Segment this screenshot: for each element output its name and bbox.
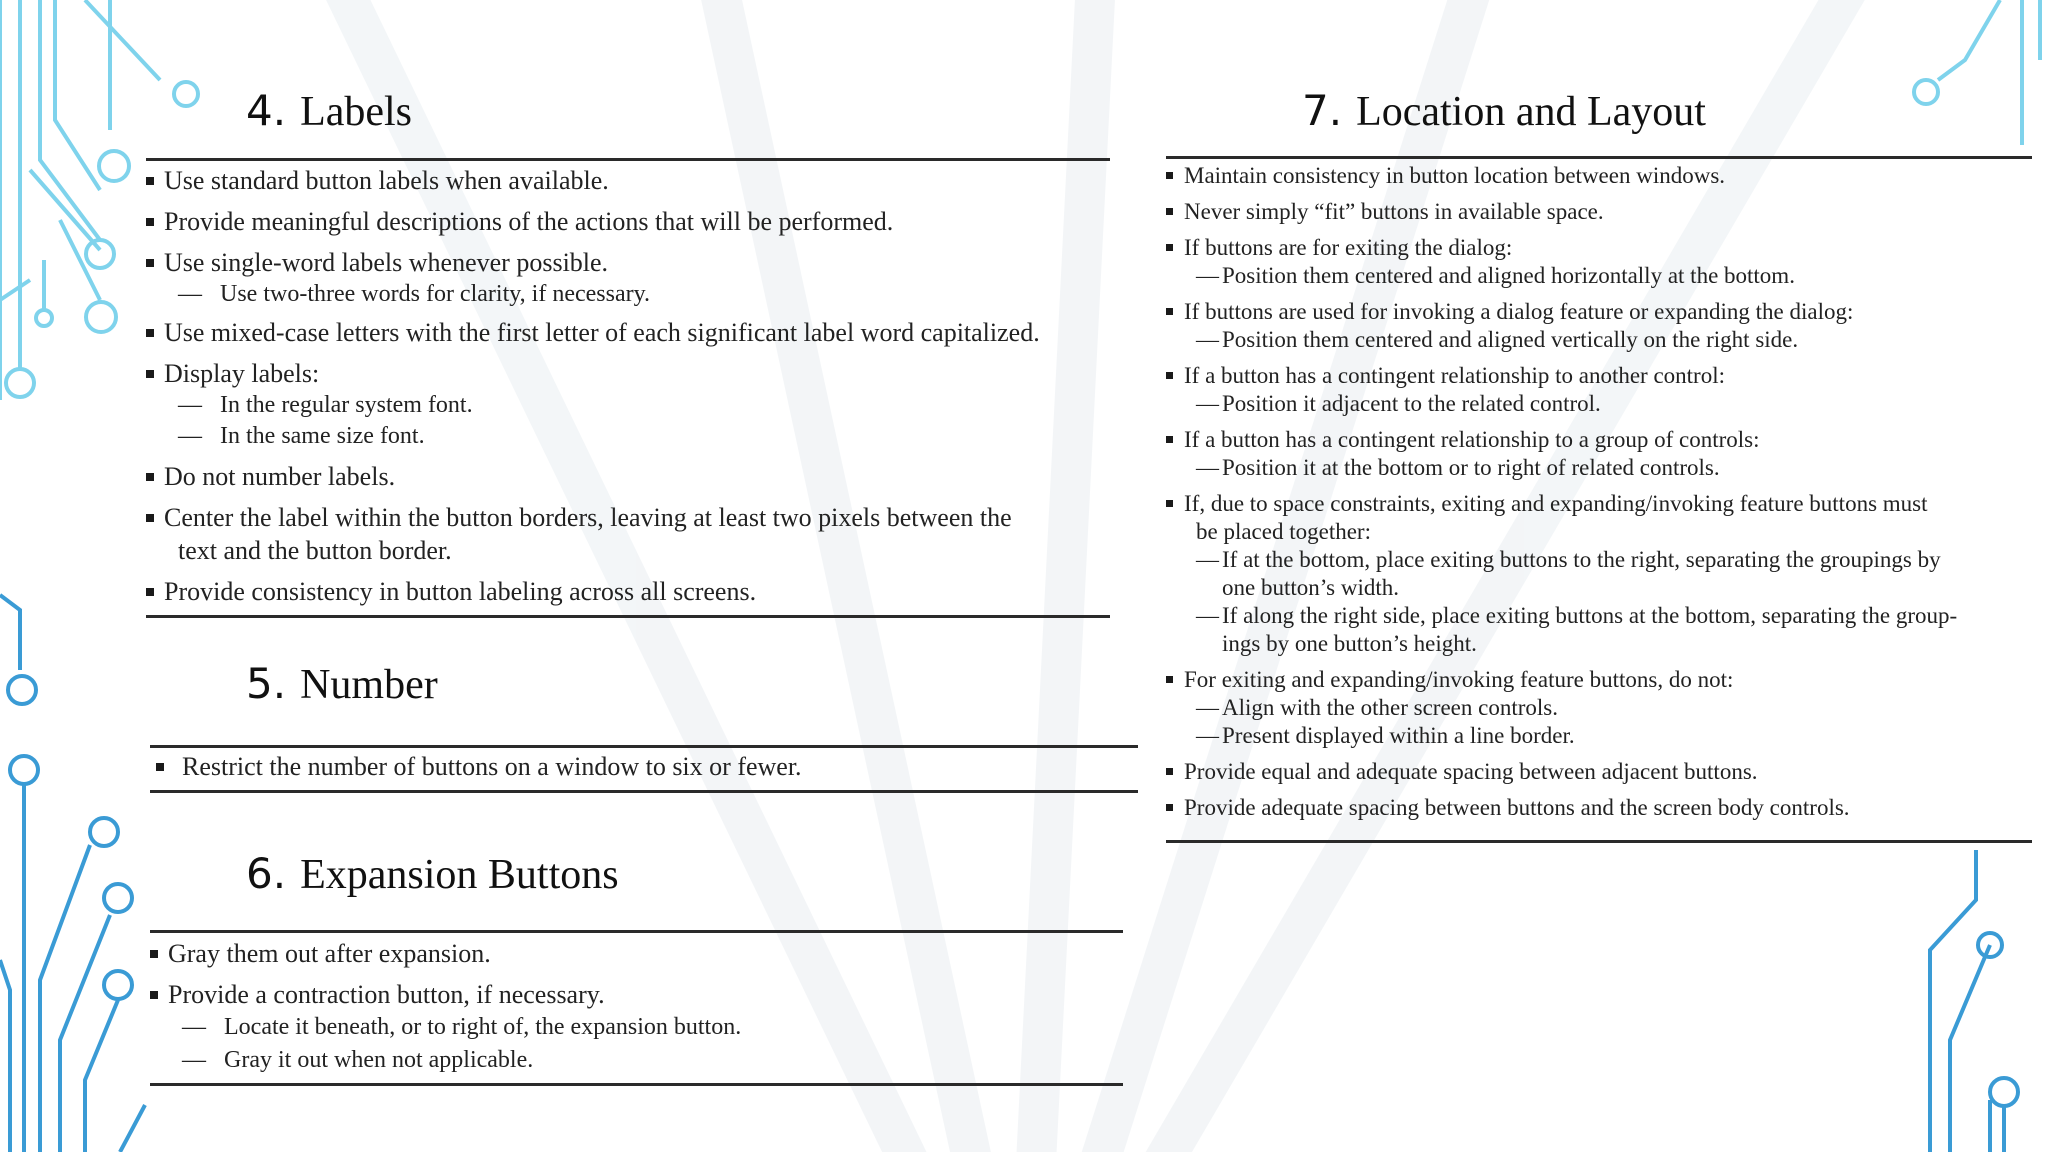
list-item: Provide consistency in button labeling across all screens. <box>146 575 1166 608</box>
sub-item: — Gray it out when not applicable. <box>182 1047 534 1073</box>
list-item: Provide a contraction button, if necessary. — Locate it beneath, or to right of, the expansion button. — Gray it out when not applicable. <box>150 978 1150 1077</box>
expansion-list <box>150 937 1150 1085</box>
list-item: Provide meaningful descriptions of the actions that will be performed. <box>146 205 1166 238</box>
section-heading-labels <box>246 86 412 136</box>
section-number: 7. <box>1302 86 1343 135</box>
list-item: For exiting and expanding/invoking feature buttons, do not: — Align with the other screen controls. — Present displayed within a line border. <box>1166 666 2038 750</box>
section-title: Labels <box>300 89 413 135</box>
section-rule-bottom <box>150 1083 1123 1086</box>
sub-item: — In the same size font. <box>178 423 425 449</box>
list-item: Do not number labels. <box>146 460 1166 493</box>
list-item: If a button has a contingent relationship to a group of controls: — Position it at the bottom or to right of related controls. <box>1166 426 2038 482</box>
location-list <box>1166 162 2038 830</box>
list-item: Restrict the number of buttons on a window to six or fewer. <box>150 750 1150 783</box>
sub-item: — Position it adjacent to the related control. <box>1196 391 1601 416</box>
sub-item: — If at the bottom, place exiting buttons to the right, separating the groupings by one button’s width. <box>1196 546 2038 602</box>
list-item: Provide adequate spacing between buttons and the screen body controls. <box>1166 794 2038 822</box>
list-item: Never simply “fit” buttons in available space. <box>1166 198 2038 226</box>
section-rule-bottom <box>146 615 1110 618</box>
list-item: Gray them out after expansion. <box>150 937 1150 970</box>
list-item: If buttons are for exiting the dialog: — Position them centered and aligned horizontally at the bottom. <box>1166 234 2038 290</box>
sub-item-continuation: one button’s width. <box>1222 575 1399 600</box>
list-item: Maintain consistency in button location between windows. <box>1166 162 2038 190</box>
sub-item: — Present displayed within a line border. <box>1196 723 1575 748</box>
list-item-continuation: be placed together: <box>1196 519 1371 544</box>
sub-item-continuation: ings by one button’s height. <box>1222 631 1477 656</box>
list-item: If buttons are used for invoking a dialog feature or expanding the dialog: — Position them centered and aligned vertically on the right side. <box>1166 298 2038 354</box>
sub-item: — Position them centered and aligned horizontally at the bottom. <box>1196 263 1795 288</box>
labels-list <box>146 164 1166 616</box>
sub-item: — Use two-three words for clarity, if necessary. <box>178 281 651 307</box>
list-item: Provide equal and adequate spacing between adjacent buttons. <box>1166 758 2038 786</box>
number-list <box>150 750 1150 783</box>
list-item: Use mixed-case letters with the first letter of each significant label word capitalized. <box>146 316 1166 349</box>
section-rule-top <box>146 158 1110 161</box>
section-title: Expansion Buttons <box>300 852 619 898</box>
section-title: Number <box>300 662 438 708</box>
section-rule-top <box>1166 156 2032 159</box>
section-number: 5. <box>246 659 287 708</box>
section-heading-number <box>246 659 438 709</box>
section-rule-top <box>150 745 1138 748</box>
section-number: 6. <box>246 849 287 898</box>
sub-item: — Position them centered and aligned vertically on the right side. <box>1196 327 1799 352</box>
section-rule-bottom <box>1166 840 2032 843</box>
sub-item: — Position it at the bottom or to right of related controls. <box>1196 455 1720 480</box>
section-rule-bottom <box>150 790 1138 793</box>
list-item: Use standard button labels when available. <box>146 164 1166 197</box>
sub-item: — Align with the other screen controls. <box>1196 695 1558 720</box>
section-heading-expansion <box>246 849 619 899</box>
sub-item: — In the regular system font. <box>178 392 473 418</box>
sub-item: — Locate it beneath, or to right of, the expansion button. <box>182 1014 742 1040</box>
section-number: 4. <box>246 86 287 135</box>
sub-item: — If along the right side, place exiting buttons at the bottom, separating the group- ings by one button’s height. <box>1196 602 2038 658</box>
list-item: Center the label within the button borders, leaving at least two pixels between the text and the button border. <box>146 501 1166 567</box>
list-item: If a button has a contingent relationship to another control: — Position it adjacent to the related control. <box>1166 362 2038 418</box>
list-item: Display labels: — In the regular system font. — In the same size font. <box>146 357 1166 452</box>
section-heading-location <box>1302 86 1706 136</box>
list-item: If, due to space constraints, exiting and expanding/invoking feature buttons must be placed together: — If at the bottom, place exiting buttons to the right, separating the groupings by one button’s width. — If along the right side, place exiting buttons at the bottom, separating the group- ings by one button’s height. <box>1166 490 2038 658</box>
section-rule-top <box>150 930 1123 933</box>
list-item-continuation: text and the button border. <box>178 536 452 565</box>
list-item: Use single-word labels whenever possible. — Use two-three words for clarity, if necessary. <box>146 246 1166 310</box>
section-title: Location and Layout <box>1356 89 1706 135</box>
